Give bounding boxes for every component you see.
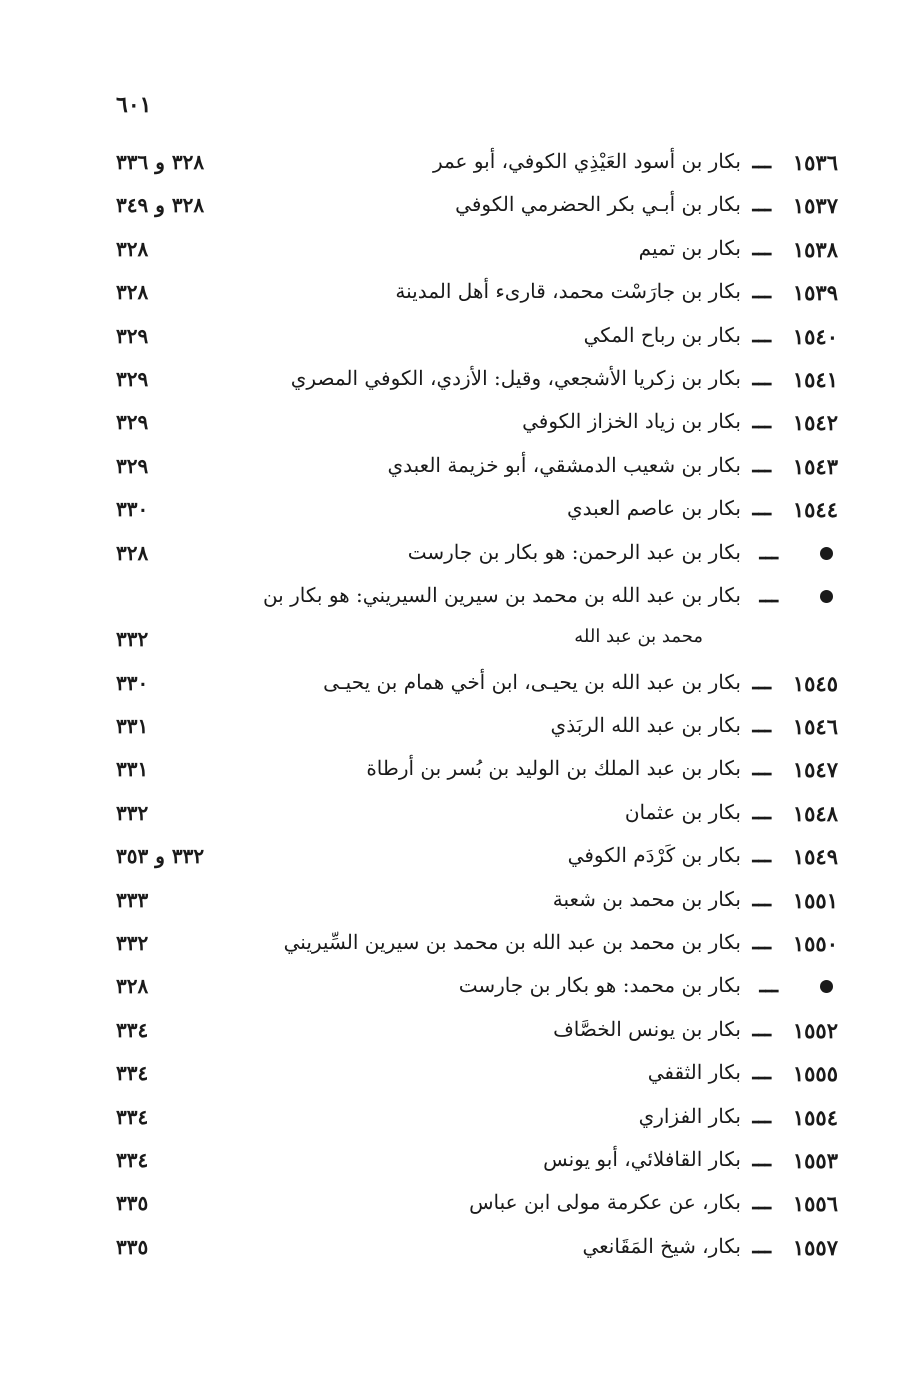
entry-number: ١٥٤٢ — [792, 410, 838, 436]
entry-name: بكار بن عاصم العبدي — [566, 496, 741, 521]
dash-separator: ـــ — [752, 929, 771, 955]
entry-number: ١٥٣٨ — [792, 236, 838, 262]
index-entry — [0, 493, 923, 536]
entry-number: ١٥٤٣ — [792, 453, 838, 479]
index-entry — [0, 797, 923, 840]
entry-name: بكار القافلائي، أبو يونس — [543, 1146, 741, 1171]
index-entries-list — [0, 146, 923, 1274]
index-entry — [0, 320, 923, 363]
index-entry — [0, 840, 923, 883]
index-entry — [0, 927, 923, 970]
dash-separator: ـــ — [752, 755, 771, 781]
entry-name: بكار بن أسود العَيْذِي الكوفي، أبو عمر — [432, 149, 741, 173]
entry-name: بكار بن عبد الله بن يحيـى، ابن أخي همام بن يحيـى — [323, 669, 741, 694]
entry-name: بكار بن يونس الخصَّاف — [553, 1016, 741, 1041]
dash-separator: ـــ — [752, 321, 771, 347]
entry-name-continuation: محمد بن عبد الله — [574, 626, 703, 648]
index-entry — [0, 1101, 923, 1144]
entry-name: بكار بن محمد: هو بكار بن جارست — [458, 973, 741, 998]
index-entry — [0, 189, 923, 232]
dash-separator: ـــ — [752, 408, 771, 434]
index-entry — [0, 1144, 923, 1187]
entry-number: ١٥٤٨ — [792, 800, 838, 826]
page-reference: ٣٣٤ — [116, 1104, 149, 1129]
index-entry — [0, 1187, 923, 1230]
entry-name: بكار بن زكريا الأشجعي، وقيل: الأزدي، الكوفي المصري — [290, 365, 741, 390]
entry-name: بكار بن شعيب الدمشقي، أبو خزيمة العبدي — [387, 452, 741, 477]
dash-separator: ـــ — [752, 278, 771, 304]
entry-number: ١٥٥٢ — [792, 1017, 838, 1043]
page-reference: ٣٢٨ و ٣٣٦ — [116, 150, 205, 174]
entry-name: بكار الثقفي — [647, 1060, 741, 1085]
page-reference: ٣٢٩ — [116, 366, 149, 391]
entry-number: ١٥٤٤ — [792, 497, 838, 523]
index-entry — [0, 1057, 923, 1100]
page-reference: ٣٣٢ و ٣٥٣ — [116, 844, 205, 869]
dash-separator: ـــ — [752, 798, 771, 824]
bullet-icon — [820, 980, 833, 993]
entry-name: بكار بن عبد الرحمن: هو بكار بن جارست — [407, 539, 741, 564]
entry-number: ١٥٥٥ — [792, 1061, 838, 1087]
index-entry — [0, 233, 923, 276]
page-reference: ٣٢٨ — [116, 280, 149, 305]
entry-number: ١٥٥٤ — [792, 1104, 838, 1130]
page-reference: ٣٢٨ — [116, 236, 149, 261]
index-entry — [0, 1231, 923, 1274]
dash-separator: ـــ — [759, 538, 778, 564]
index-entry — [0, 753, 923, 796]
entry-name: بكار بن عبد الله الربَذي — [550, 713, 741, 738]
index-entry — [0, 884, 923, 927]
entry-number: ١٥٤٥ — [792, 670, 838, 696]
entry-name: بكار بن محمد بن شعبة — [552, 886, 741, 911]
cross-reference-entry — [0, 580, 923, 623]
entry-number: ١٥٣٦ — [792, 150, 838, 175]
entry-number: ١٥٣٩ — [792, 280, 838, 306]
entry-number: ١٥٤٦ — [792, 714, 838, 740]
entry-number: ١٥٥٣ — [792, 1147, 838, 1173]
entry-name: بكار بن أبـي بكر الحضرمي الكوفي — [455, 192, 741, 217]
dash-separator: ـــ — [752, 1015, 771, 1041]
dash-separator: ـــ — [752, 234, 771, 260]
entry-number: ١٥٥١ — [792, 887, 838, 913]
dash-separator: ـــ — [752, 668, 771, 694]
page-reference: ٣٣٢ — [116, 931, 149, 956]
entry-name: بكار بن زياد الخزاز الكوفي — [522, 409, 741, 434]
dash-separator: ـــ — [752, 712, 771, 738]
entry-name: بكار، عن عكرمة مولى ابن عباس — [469, 1190, 741, 1215]
entry-number: ١٥٤١ — [792, 366, 838, 392]
dash-separator: ـــ — [759, 581, 778, 607]
cross-reference-entry — [0, 537, 923, 580]
page-reference: ٣٢٨ و ٣٤٩ — [116, 193, 205, 218]
entry-number: ١٥٥٦ — [792, 1191, 838, 1217]
entry-continuation — [0, 623, 923, 666]
entry-name: بكار بن رباح المكي — [583, 322, 741, 347]
page-reference: ٣٢٩ — [116, 410, 149, 435]
index-entry — [0, 450, 923, 493]
dash-separator: ـــ — [752, 1232, 771, 1258]
index-entry — [0, 710, 923, 753]
entry-number: ١٥٤٧ — [792, 757, 838, 783]
dash-separator: ـــ — [752, 495, 771, 521]
bullet-icon — [820, 547, 833, 560]
page-reference: ٣٣٢ — [116, 800, 149, 825]
page-reference: ٣٣٤ — [116, 1017, 149, 1042]
entry-name: بكار بن عبد الملك بن الوليد بن بُسر بن أرطاة — [366, 756, 741, 781]
index-entry — [0, 1014, 923, 1057]
dash-separator: ـــ — [752, 885, 771, 911]
page-reference: ٣٣١ — [116, 714, 149, 739]
page-reference: ٣٢٨ — [116, 540, 149, 565]
page-reference: ٣٣٤ — [116, 1147, 149, 1172]
entry-number: ١٥٣٧ — [792, 193, 838, 219]
entry-name: بكار الفزاري — [638, 1103, 741, 1128]
dash-separator: ـــ — [752, 191, 771, 217]
dash-separator: ـــ — [752, 364, 771, 390]
cross-reference-entry — [0, 970, 923, 1013]
dash-separator: ـــ — [752, 148, 771, 173]
page-reference: ٣٣٣ — [116, 887, 149, 912]
index-entry — [0, 146, 923, 189]
dash-separator: ـــ — [752, 842, 771, 868]
dash-separator: ـــ — [752, 451, 771, 477]
entry-name: بكار بن كَرْدَم الكوفي — [567, 843, 741, 868]
page-reference: ٣٢٩ — [116, 453, 149, 478]
index-entry — [0, 406, 923, 449]
entry-name: بكار بن محمد بن عبد الله بن محمد بن سيرين السِّيريني — [283, 930, 741, 955]
dash-separator: ـــ — [759, 972, 778, 998]
entry-name: بكار بن جارَسْت محمد، قارىء أهل المدينة — [395, 279, 741, 304]
index-entry — [0, 667, 923, 710]
bullet-icon — [820, 590, 833, 603]
dash-separator: ـــ — [752, 1189, 771, 1215]
page-reference: ٣٣١ — [116, 757, 149, 782]
dash-separator: ـــ — [752, 1059, 771, 1085]
entry-number: ١٥٥٠ — [792, 931, 838, 957]
entry-name: بكار بن عبد الله بن محمد بن سيرين السيريني: هو بكار بن — [262, 582, 741, 607]
index-entry — [0, 276, 923, 319]
page-reference: ٣٢٨ — [116, 974, 149, 999]
page-number: ٦٠١ — [116, 92, 152, 118]
page-reference: ٣٣٠ — [116, 497, 149, 522]
page-reference: ٣٣٥ — [116, 1234, 149, 1259]
entry-number: ١٥٥٧ — [792, 1234, 838, 1260]
page-reference: ٣٣٢ — [116, 627, 149, 652]
dash-separator: ـــ — [752, 1102, 771, 1128]
entry-name: بكار بن تميم — [638, 235, 741, 260]
dash-separator: ـــ — [752, 1145, 771, 1171]
page-reference: ٣٢٩ — [116, 323, 149, 348]
entry-number: ١٥٤٩ — [792, 844, 838, 870]
page-reference: ٣٣٠ — [116, 670, 149, 695]
entry-number: ١٥٤٠ — [792, 323, 838, 349]
entry-name: بكار بن عثمان — [624, 799, 741, 824]
page-reference: ٣٣٤ — [116, 1061, 149, 1086]
index-entry — [0, 363, 923, 406]
page-reference: ٣٣٥ — [116, 1191, 149, 1216]
entry-name: بكار، شيخ المَقَانعي — [582, 1233, 741, 1258]
